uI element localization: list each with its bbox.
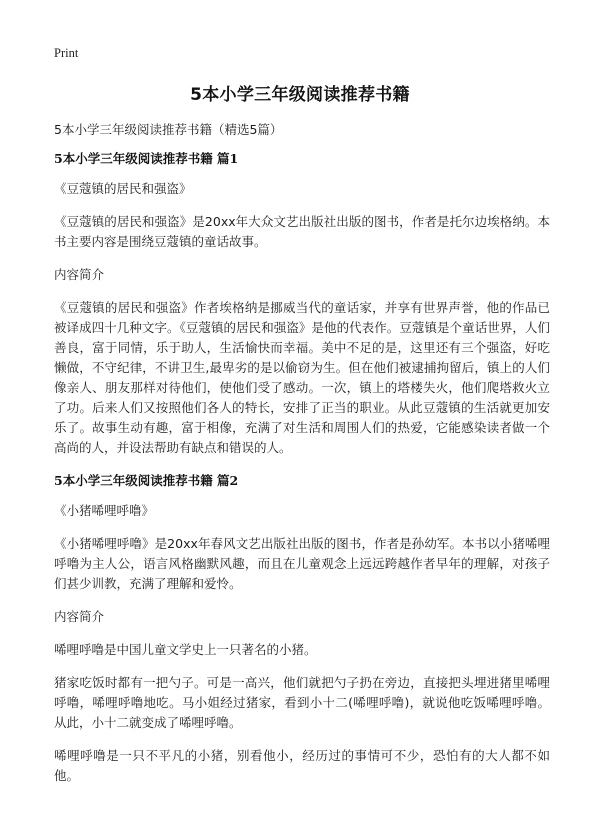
document-body xyxy=(54,120,550,786)
document-subtitle: 5本小学三年级阅读推荐书籍（精选5篇） xyxy=(54,122,283,137)
book-intro-1: 《豆蔻镇的居民和强盗》是20xx年大众文艺出版社出版的图书，作者是托尔边埃格纳。本书主要内容是围绕豆蔻镇的童话故事。 xyxy=(54,214,550,249)
summary-label-1: 内容简介 xyxy=(54,267,105,282)
book-summary-2-para-1: 唏哩呼噜是中国儿童文学史上一只著名的小猪。 xyxy=(54,642,317,657)
book-summary-2-para-2: 猪家吃饭时都有一把勺子。可是一高兴，他们就把勺子扔在旁边，直接把头埋进猪里唏哩呼噜，唏哩呼噜地吃。马小姐经过猪家，看到小十二(唏哩呼噜)，就说他吃饭唏哩呼噜。从此，小十二就变成了唏哩呼噜。 xyxy=(54,675,550,730)
book-title-2: 《小猪唏哩呼噜》 xyxy=(54,503,155,518)
print-link[interactable]: Print xyxy=(54,46,79,60)
summary-label-2: 内容简介 xyxy=(54,609,105,624)
book-intro-2: 《小猪唏哩呼噜》是20xx年春风文艺出版社出版的图书，作者是孙幼军。本书以小猪唏哩呼噜为主人公，语言风格幽默风趣，而且在儿童观念上远远跨越作者早年的理解，对孩子们甚少训教，充满了理解和爱怜。 xyxy=(54,536,550,591)
book-summary-1: 《豆蔻镇的居民和强盗》作者埃格纳是挪威当代的童话家，并享有世界声誉，他的作品已被译成四十几种文字。《豆蔻镇的居民和强盗》是他的代表作。豆蔻镇是个童话世界，人们善良，富于同情，乐于助人，生活愉快而幸福。美中不足的是，这里还有三个强盗，好吃懒做，不守纪律，不讲卫生,最卑劣的是以偷窃为生。但在他们被逮捕拘留后，镇上的人们像亲人、朋友那样对待他们，使他们受了感动。一次，镇上的塔楼失火，他们爬塔救火立了功。后来人们又按照他们各人的特长，安排了正当的职业。从此豆蔻镇的生活就更加安乐了。故事生动有趣，富于相像，充满了对生活和周围人们的热爱，它能感染读者做一个高尚的人，并设法帮助有缺点和错误的人。 xyxy=(54,300,550,455)
book-summary-2-para-3: 唏哩呼噜是一只不平凡的小猪，别看他小，经历过的事情可不少，恐怕有的大人都不如他。 xyxy=(54,748,550,783)
page-title: 5本小学三年级阅读推荐书籍 xyxy=(190,85,410,105)
section-heading-2: 5本小学三年级阅读推荐书籍 篇2 xyxy=(54,473,239,488)
section-heading-1: 5本小学三年级阅读推荐书籍 篇1 xyxy=(54,151,239,166)
book-title-1: 《豆蔻镇的居民和强盗》 xyxy=(54,181,192,196)
